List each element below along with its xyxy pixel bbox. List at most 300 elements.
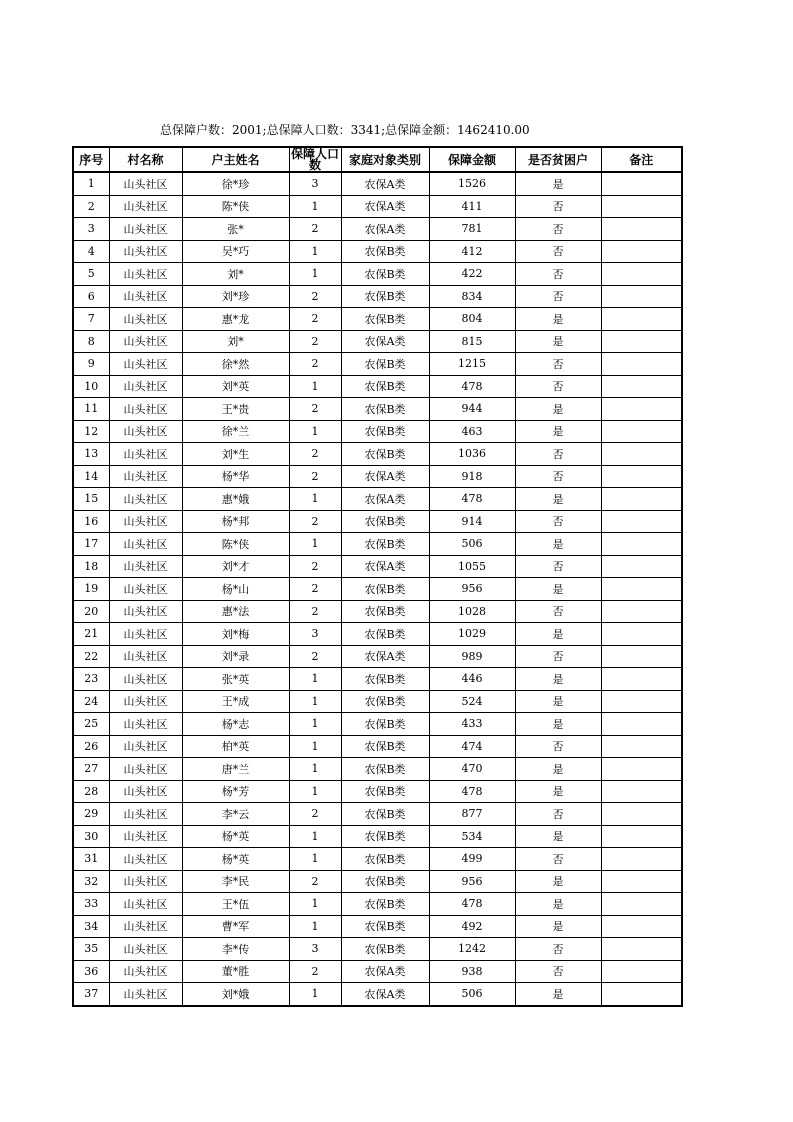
cell-persons: 2 — [289, 285, 341, 308]
cell-index: 30 — [73, 825, 109, 848]
table-row — [73, 398, 682, 421]
cell-poor: 否 — [515, 735, 601, 758]
table-row — [73, 172, 682, 195]
cell-category: 农保A类 — [341, 960, 429, 983]
cell-village: 山头社区 — [109, 308, 182, 331]
cell-category: 农保B类 — [341, 443, 429, 466]
cell-persons: 1 — [289, 915, 341, 938]
table-row — [73, 825, 682, 848]
table-row — [73, 578, 682, 601]
cell-remark — [601, 668, 682, 691]
cell-index: 15 — [73, 488, 109, 511]
table-row — [73, 758, 682, 781]
cell-amount: 478 — [429, 893, 515, 916]
summary-line: 总保障户数：2001;总保障人口数：3341;总保障金额：1462410.00 — [160, 123, 530, 137]
cell-amount: 478 — [429, 780, 515, 803]
cell-householder: 徐*然 — [182, 353, 289, 376]
cell-category: 农保A类 — [341, 983, 429, 1006]
cell-amount: 1242 — [429, 938, 515, 961]
cell-category: 农保B类 — [341, 825, 429, 848]
cell-remark — [601, 465, 682, 488]
cell-amount: 1029 — [429, 623, 515, 646]
cell-category: 农保A类 — [341, 465, 429, 488]
cell-persons: 2 — [289, 555, 341, 578]
cell-poor: 是 — [515, 308, 601, 331]
cell-category: 农保A类 — [341, 488, 429, 511]
cell-village: 山头社区 — [109, 983, 182, 1006]
cell-remark — [601, 938, 682, 961]
cell-persons: 1 — [289, 983, 341, 1006]
cell-amount: 938 — [429, 960, 515, 983]
cell-persons: 2 — [289, 870, 341, 893]
cell-amount: 877 — [429, 803, 515, 826]
cell-poor: 否 — [515, 960, 601, 983]
cell-index: 4 — [73, 240, 109, 263]
cell-category: 农保B类 — [341, 623, 429, 646]
cell-category: 农保B类 — [341, 420, 429, 443]
cell-householder: 杨*英 — [182, 825, 289, 848]
table-row — [73, 848, 682, 871]
cell-amount: 914 — [429, 510, 515, 533]
cell-remark — [601, 353, 682, 376]
cell-category: 农保B类 — [341, 285, 429, 308]
table-row — [73, 263, 682, 286]
cell-poor: 是 — [515, 713, 601, 736]
cell-poor: 否 — [515, 848, 601, 871]
cell-persons: 2 — [289, 218, 341, 241]
cell-householder: 杨*芳 — [182, 780, 289, 803]
guarantee-table — [72, 146, 683, 1007]
cell-amount: 956 — [429, 578, 515, 601]
cell-remark — [601, 285, 682, 308]
cell-remark — [601, 240, 682, 263]
table-row — [73, 870, 682, 893]
cell-village: 山头社区 — [109, 218, 182, 241]
cell-village: 山头社区 — [109, 645, 182, 668]
cell-amount: 478 — [429, 488, 515, 511]
header-category: 家庭对象类别 — [341, 147, 429, 172]
cell-householder: 惠*龙 — [182, 308, 289, 331]
cell-amount: 506 — [429, 983, 515, 1006]
cell-poor: 否 — [515, 443, 601, 466]
cell-index: 29 — [73, 803, 109, 826]
cell-poor: 否 — [515, 510, 601, 533]
cell-householder: 王*贵 — [182, 398, 289, 421]
cell-householder: 刘*生 — [182, 443, 289, 466]
cell-category: 农保B类 — [341, 893, 429, 916]
cell-poor: 是 — [515, 758, 601, 781]
cell-category: 农保A类 — [341, 195, 429, 218]
cell-householder: 刘*珍 — [182, 285, 289, 308]
cell-index: 22 — [73, 645, 109, 668]
cell-index: 12 — [73, 420, 109, 443]
cell-village: 山头社区 — [109, 915, 182, 938]
cell-category: 农保B类 — [341, 308, 429, 331]
cell-category: 农保B类 — [341, 690, 429, 713]
table-row — [73, 375, 682, 398]
cell-index: 19 — [73, 578, 109, 601]
cell-remark — [601, 780, 682, 803]
cell-persons: 1 — [289, 668, 341, 691]
cell-householder: 王*伍 — [182, 893, 289, 916]
table-row — [73, 443, 682, 466]
cell-village: 山头社区 — [109, 758, 182, 781]
cell-householder: 徐*兰 — [182, 420, 289, 443]
table-row — [73, 623, 682, 646]
cell-poor: 否 — [515, 353, 601, 376]
table-row — [73, 983, 682, 1006]
cell-index: 13 — [73, 443, 109, 466]
cell-village: 山头社区 — [109, 375, 182, 398]
cell-index: 6 — [73, 285, 109, 308]
table-row — [73, 735, 682, 758]
table-row — [73, 285, 682, 308]
cell-index: 23 — [73, 668, 109, 691]
table-row — [73, 353, 682, 376]
cell-amount: 918 — [429, 465, 515, 488]
cell-persons: 1 — [289, 848, 341, 871]
cell-poor: 是 — [515, 420, 601, 443]
cell-amount: 956 — [429, 870, 515, 893]
cell-poor: 是 — [515, 915, 601, 938]
header-index: 序号 — [73, 147, 109, 172]
cell-category: 农保B类 — [341, 735, 429, 758]
cell-remark — [601, 848, 682, 871]
cell-remark — [601, 690, 682, 713]
cell-poor: 否 — [515, 555, 601, 578]
cell-poor: 否 — [515, 803, 601, 826]
cell-index: 26 — [73, 735, 109, 758]
cell-village: 山头社区 — [109, 713, 182, 736]
cell-persons: 2 — [289, 443, 341, 466]
cell-category: 农保B类 — [341, 510, 429, 533]
cell-amount: 492 — [429, 915, 515, 938]
cell-category: 农保B类 — [341, 578, 429, 601]
cell-amount: 781 — [429, 218, 515, 241]
cell-index: 3 — [73, 218, 109, 241]
cell-remark — [601, 735, 682, 758]
table-row — [73, 915, 682, 938]
cell-village: 山头社区 — [109, 578, 182, 601]
cell-persons: 3 — [289, 172, 341, 195]
table-row — [73, 960, 682, 983]
header-village: 村名称 — [109, 147, 182, 172]
cell-persons: 2 — [289, 578, 341, 601]
cell-village: 山头社区 — [109, 803, 182, 826]
cell-category: 农保A类 — [341, 645, 429, 668]
header-persons: 保障人口数 — [290, 147, 339, 172]
cell-householder: 杨*邦 — [182, 510, 289, 533]
cell-poor: 是 — [515, 870, 601, 893]
cell-persons: 2 — [289, 645, 341, 668]
cell-index: 21 — [73, 623, 109, 646]
cell-remark — [601, 825, 682, 848]
cell-category: 农保A类 — [341, 555, 429, 578]
cell-remark — [601, 308, 682, 331]
table-row — [73, 555, 682, 578]
cell-amount: 411 — [429, 195, 515, 218]
header-poor: 是否贫困户 — [515, 147, 601, 172]
cell-householder: 刘* — [182, 330, 289, 353]
cell-remark — [601, 375, 682, 398]
cell-remark — [601, 645, 682, 668]
cell-poor: 是 — [515, 330, 601, 353]
cell-village: 山头社区 — [109, 285, 182, 308]
cell-persons: 1 — [289, 780, 341, 803]
table-row — [73, 488, 682, 511]
cell-poor: 否 — [515, 195, 601, 218]
cell-poor: 是 — [515, 488, 601, 511]
cell-persons: 2 — [289, 465, 341, 488]
cell-amount: 474 — [429, 735, 515, 758]
cell-poor: 是 — [515, 668, 601, 691]
cell-remark — [601, 803, 682, 826]
cell-persons: 1 — [289, 240, 341, 263]
cell-amount: 524 — [429, 690, 515, 713]
cell-remark — [601, 330, 682, 353]
table-row — [73, 713, 682, 736]
cell-amount: 463 — [429, 420, 515, 443]
cell-village: 山头社区 — [109, 735, 182, 758]
cell-index: 9 — [73, 353, 109, 376]
cell-poor: 否 — [515, 938, 601, 961]
cell-poor: 是 — [515, 893, 601, 916]
table-row — [73, 465, 682, 488]
cell-village: 山头社区 — [109, 690, 182, 713]
cell-persons: 1 — [289, 195, 341, 218]
cell-index: 14 — [73, 465, 109, 488]
cell-index: 36 — [73, 960, 109, 983]
cell-index: 7 — [73, 308, 109, 331]
cell-remark — [601, 623, 682, 646]
cell-amount: 815 — [429, 330, 515, 353]
cell-index: 8 — [73, 330, 109, 353]
cell-index: 17 — [73, 533, 109, 556]
cell-householder: 惠*娥 — [182, 488, 289, 511]
cell-amount: 1036 — [429, 443, 515, 466]
cell-persons: 1 — [289, 825, 341, 848]
table-row — [73, 218, 682, 241]
cell-householder: 刘*英 — [182, 375, 289, 398]
cell-remark — [601, 758, 682, 781]
cell-village: 山头社区 — [109, 893, 182, 916]
cell-persons: 2 — [289, 398, 341, 421]
cell-householder: 惠*法 — [182, 600, 289, 623]
cell-category: 农保B类 — [341, 713, 429, 736]
cell-remark — [601, 915, 682, 938]
cell-householder: 张* — [182, 218, 289, 241]
cell-persons: 2 — [289, 510, 341, 533]
table-row — [73, 330, 682, 353]
cell-poor: 否 — [515, 285, 601, 308]
cell-remark — [601, 960, 682, 983]
cell-village: 山头社区 — [109, 195, 182, 218]
cell-amount: 506 — [429, 533, 515, 556]
cell-village: 山头社区 — [109, 398, 182, 421]
cell-remark — [601, 172, 682, 195]
cell-poor: 是 — [515, 398, 601, 421]
cell-remark — [601, 218, 682, 241]
cell-amount: 499 — [429, 848, 515, 871]
cell-householder: 刘*娥 — [182, 983, 289, 1006]
cell-amount: 1028 — [429, 600, 515, 623]
cell-index: 35 — [73, 938, 109, 961]
cell-persons: 1 — [289, 735, 341, 758]
cell-remark — [601, 443, 682, 466]
cell-remark — [601, 893, 682, 916]
cell-category: 农保B类 — [341, 870, 429, 893]
cell-persons: 1 — [289, 713, 341, 736]
cell-persons: 3 — [289, 938, 341, 961]
table-row — [73, 780, 682, 803]
cell-index: 24 — [73, 690, 109, 713]
cell-amount: 834 — [429, 285, 515, 308]
table-row — [73, 938, 682, 961]
header-amount: 保障金额 — [429, 147, 515, 172]
cell-village: 山头社区 — [109, 623, 182, 646]
cell-amount: 478 — [429, 375, 515, 398]
cell-category: 农保B类 — [341, 240, 429, 263]
cell-index: 11 — [73, 398, 109, 421]
cell-householder: 吴*巧 — [182, 240, 289, 263]
table-row — [73, 645, 682, 668]
cell-poor: 否 — [515, 218, 601, 241]
cell-village: 山头社区 — [109, 488, 182, 511]
cell-category: 农保B类 — [341, 780, 429, 803]
header-householder: 户主姓名 — [182, 147, 289, 172]
cell-remark — [601, 713, 682, 736]
table-row — [73, 510, 682, 533]
cell-village: 山头社区 — [109, 465, 182, 488]
cell-persons: 1 — [289, 758, 341, 781]
table-body — [73, 172, 682, 1006]
cell-remark — [601, 555, 682, 578]
cell-category: 农保A类 — [341, 330, 429, 353]
cell-poor: 是 — [515, 172, 601, 195]
cell-householder: 唐*兰 — [182, 758, 289, 781]
cell-index: 25 — [73, 713, 109, 736]
cell-householder: 刘*才 — [182, 555, 289, 578]
cell-poor: 是 — [515, 578, 601, 601]
cell-persons: 2 — [289, 330, 341, 353]
cell-category: 农保B类 — [341, 263, 429, 286]
cell-index: 34 — [73, 915, 109, 938]
cell-category: 农保B类 — [341, 938, 429, 961]
cell-amount: 1055 — [429, 555, 515, 578]
cell-poor: 否 — [515, 465, 601, 488]
cell-householder: 刘*梅 — [182, 623, 289, 646]
cell-village: 山头社区 — [109, 533, 182, 556]
cell-index: 16 — [73, 510, 109, 533]
cell-householder: 张*英 — [182, 668, 289, 691]
cell-amount: 1526 — [429, 172, 515, 195]
table-row — [73, 195, 682, 218]
cell-amount: 989 — [429, 645, 515, 668]
cell-poor: 否 — [515, 645, 601, 668]
cell-persons: 2 — [289, 803, 341, 826]
cell-remark — [601, 398, 682, 421]
cell-persons: 1 — [289, 488, 341, 511]
cell-persons: 2 — [289, 600, 341, 623]
cell-amount: 534 — [429, 825, 515, 848]
cell-householder: 董*胜 — [182, 960, 289, 983]
cell-householder: 李*传 — [182, 938, 289, 961]
cell-index: 28 — [73, 780, 109, 803]
cell-category: 农保B类 — [341, 533, 429, 556]
cell-village: 山头社区 — [109, 240, 182, 263]
cell-category: 农保B类 — [341, 600, 429, 623]
cell-remark — [601, 488, 682, 511]
cell-persons: 1 — [289, 375, 341, 398]
cell-persons: 1 — [289, 263, 341, 286]
cell-village: 山头社区 — [109, 510, 182, 533]
cell-poor: 否 — [515, 600, 601, 623]
cell-index: 20 — [73, 600, 109, 623]
cell-category: 农保B类 — [341, 848, 429, 871]
cell-householder: 曹*军 — [182, 915, 289, 938]
table-row — [73, 600, 682, 623]
cell-amount: 433 — [429, 713, 515, 736]
cell-poor: 是 — [515, 533, 601, 556]
table-row — [73, 668, 682, 691]
cell-village: 山头社区 — [109, 825, 182, 848]
cell-remark — [601, 578, 682, 601]
cell-persons: 3 — [289, 623, 341, 646]
table-row — [73, 240, 682, 263]
cell-index: 18 — [73, 555, 109, 578]
cell-village: 山头社区 — [109, 668, 182, 691]
cell-village: 山头社区 — [109, 870, 182, 893]
cell-householder: 李*云 — [182, 803, 289, 826]
table-row — [73, 803, 682, 826]
cell-amount: 944 — [429, 398, 515, 421]
cell-persons: 1 — [289, 690, 341, 713]
cell-persons: 1 — [289, 533, 341, 556]
header-remark: 备注 — [601, 147, 682, 172]
cell-remark — [601, 263, 682, 286]
cell-village: 山头社区 — [109, 938, 182, 961]
cell-persons: 2 — [289, 960, 341, 983]
cell-index: 37 — [73, 983, 109, 1006]
cell-persons: 2 — [289, 308, 341, 331]
table-row — [73, 893, 682, 916]
cell-householder: 徐*珍 — [182, 172, 289, 195]
cell-householder: 陈*侠 — [182, 195, 289, 218]
cell-village: 山头社区 — [109, 443, 182, 466]
cell-persons: 2 — [289, 353, 341, 376]
cell-poor: 否 — [515, 375, 601, 398]
cell-category: 农保B类 — [341, 668, 429, 691]
cell-index: 31 — [73, 848, 109, 871]
cell-index: 2 — [73, 195, 109, 218]
cell-remark — [601, 533, 682, 556]
cell-householder: 刘* — [182, 263, 289, 286]
cell-poor: 是 — [515, 780, 601, 803]
cell-remark — [601, 195, 682, 218]
cell-category: 农保A类 — [341, 218, 429, 241]
cell-poor: 是 — [515, 690, 601, 713]
cell-householder: 刘*录 — [182, 645, 289, 668]
table-row — [73, 690, 682, 713]
cell-village: 山头社区 — [109, 780, 182, 803]
cell-village: 山头社区 — [109, 172, 182, 195]
table-row — [73, 308, 682, 331]
cell-index: 5 — [73, 263, 109, 286]
cell-householder: 王*成 — [182, 690, 289, 713]
cell-index: 1 — [73, 172, 109, 195]
cell-village: 山头社区 — [109, 263, 182, 286]
cell-householder: 杨*英 — [182, 848, 289, 871]
